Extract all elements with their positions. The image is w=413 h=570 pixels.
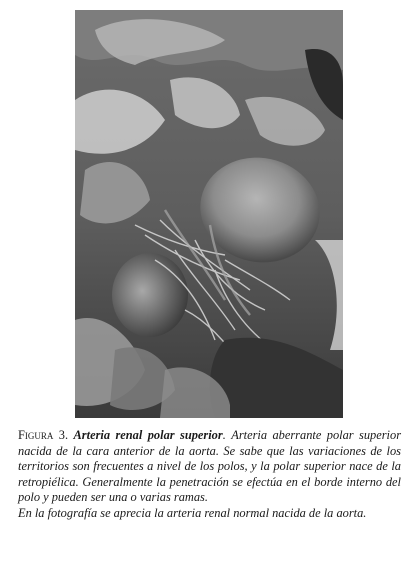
figure-caption xyxy=(18,428,401,522)
figure-label: Figura 3. xyxy=(18,428,69,442)
anatomical-photograph xyxy=(75,10,343,418)
figure-title: Arteria renal polar superior xyxy=(73,428,223,442)
dissection-image xyxy=(75,10,343,418)
caption-paragraph xyxy=(18,428,401,506)
figure-description: Arteria aberrante polar superior nacida de la cara anterior de la aorta. Se sabe que las variaciones de los territorios son frecuentes a nivel de los polos, y la polar superior nace de la retropiélica. Generalmente la penetración se efectúa en el borde interno del polo y pueden ser una o varias ramas. xyxy=(18,428,402,505)
figure-note: En la fotografía se aprecia la arteria renal normal nacida de la aorta. xyxy=(18,505,367,520)
figure-title-punctuation: . xyxy=(222,428,226,442)
